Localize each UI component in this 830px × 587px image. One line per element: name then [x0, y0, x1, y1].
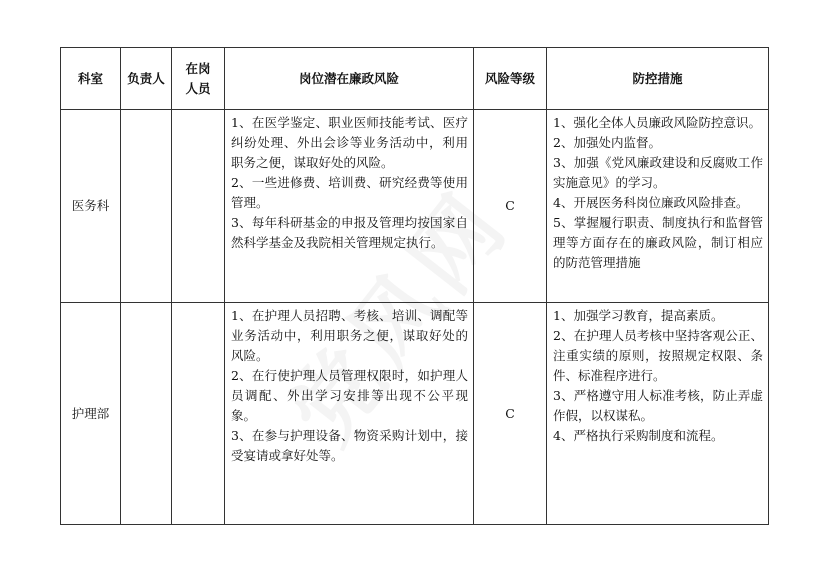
measure-item: 5、掌握履行职责、制度执行和监督管理等方面存在的廉政风险，制订相应的防范管理措施	[553, 215, 763, 270]
measures-cell	[547, 303, 769, 525]
leader-cell	[121, 110, 172, 303]
staff-cell	[172, 303, 225, 525]
risk-item: 2、一些进修费、培训费、研究经费等使用管理。	[231, 175, 468, 210]
risk-item: 1、在护理人员招聘、考核、培训、调配等业务活动中，利用职务之便，谋取好处的风险。	[231, 308, 468, 363]
header-leader: 负责人	[121, 48, 172, 110]
header-level: 风险等级	[474, 48, 547, 110]
risk-item: 2、在行使护理人员管理权限时，如护理人员调配、外出学习安排等出现不公平现象。	[231, 368, 468, 423]
staff-cell	[172, 110, 225, 303]
header-staff	[172, 48, 225, 110]
measure-item: 1、加强学习教育，提高素质。	[553, 308, 724, 323]
header-measures: 防控措施	[547, 48, 769, 110]
header-dept: 科室	[61, 48, 121, 110]
table-row	[61, 110, 769, 303]
risk-item: 1、在医学鉴定、职业医师技能考试、医疗纠纷处理、外出会诊等业务活动中，利用职务之便，谋取好处的风险。	[231, 115, 468, 170]
leader-cell	[121, 303, 172, 525]
measure-item: 4、开展医务科岗位廉政风险排查。	[553, 195, 749, 210]
risk-item: 3、每年科研基金的申报及管理均按国家自然科学基金及我院相关管理规定执行。	[231, 215, 468, 250]
risk-cell	[225, 303, 474, 525]
measure-item: 3、加强《党风廉政建设和反腐败工作实施意见》的学习。	[553, 155, 763, 190]
dept-cell: 护理部	[61, 303, 121, 525]
header-risk: 岗位潜在廉政风险	[225, 48, 474, 110]
risk-level-cell: C	[474, 110, 547, 303]
measures-cell	[547, 110, 769, 303]
header-staff-line1: 在岗	[185, 60, 211, 76]
risk-cell	[225, 110, 474, 303]
measure-item: 2、在护理人员考核中坚持客观公正、注重实绩的原则，按照规定权限、条件、标准程序进行。	[553, 328, 763, 383]
dept-cell: 医务科	[61, 110, 121, 303]
measure-item: 1、强化全体人员廉政风险防控意识。	[553, 115, 761, 130]
measure-item: 3、严格遵守用人标准考核，防止弄虚作假，以权谋私。	[553, 388, 763, 423]
table-row	[61, 303, 769, 525]
measure-item: 2、加强处内监督。	[553, 135, 661, 150]
risk-level-cell: C	[474, 303, 547, 525]
header-staff-line2: 人员	[185, 80, 211, 96]
measure-item: 4、严格执行采购制度和流程。	[553, 428, 724, 443]
risk-table	[60, 47, 769, 525]
risk-item: 3、在参与护理设备、物资采购计划中，接受宴请或拿好处等。	[231, 428, 468, 463]
header-row	[61, 48, 769, 110]
